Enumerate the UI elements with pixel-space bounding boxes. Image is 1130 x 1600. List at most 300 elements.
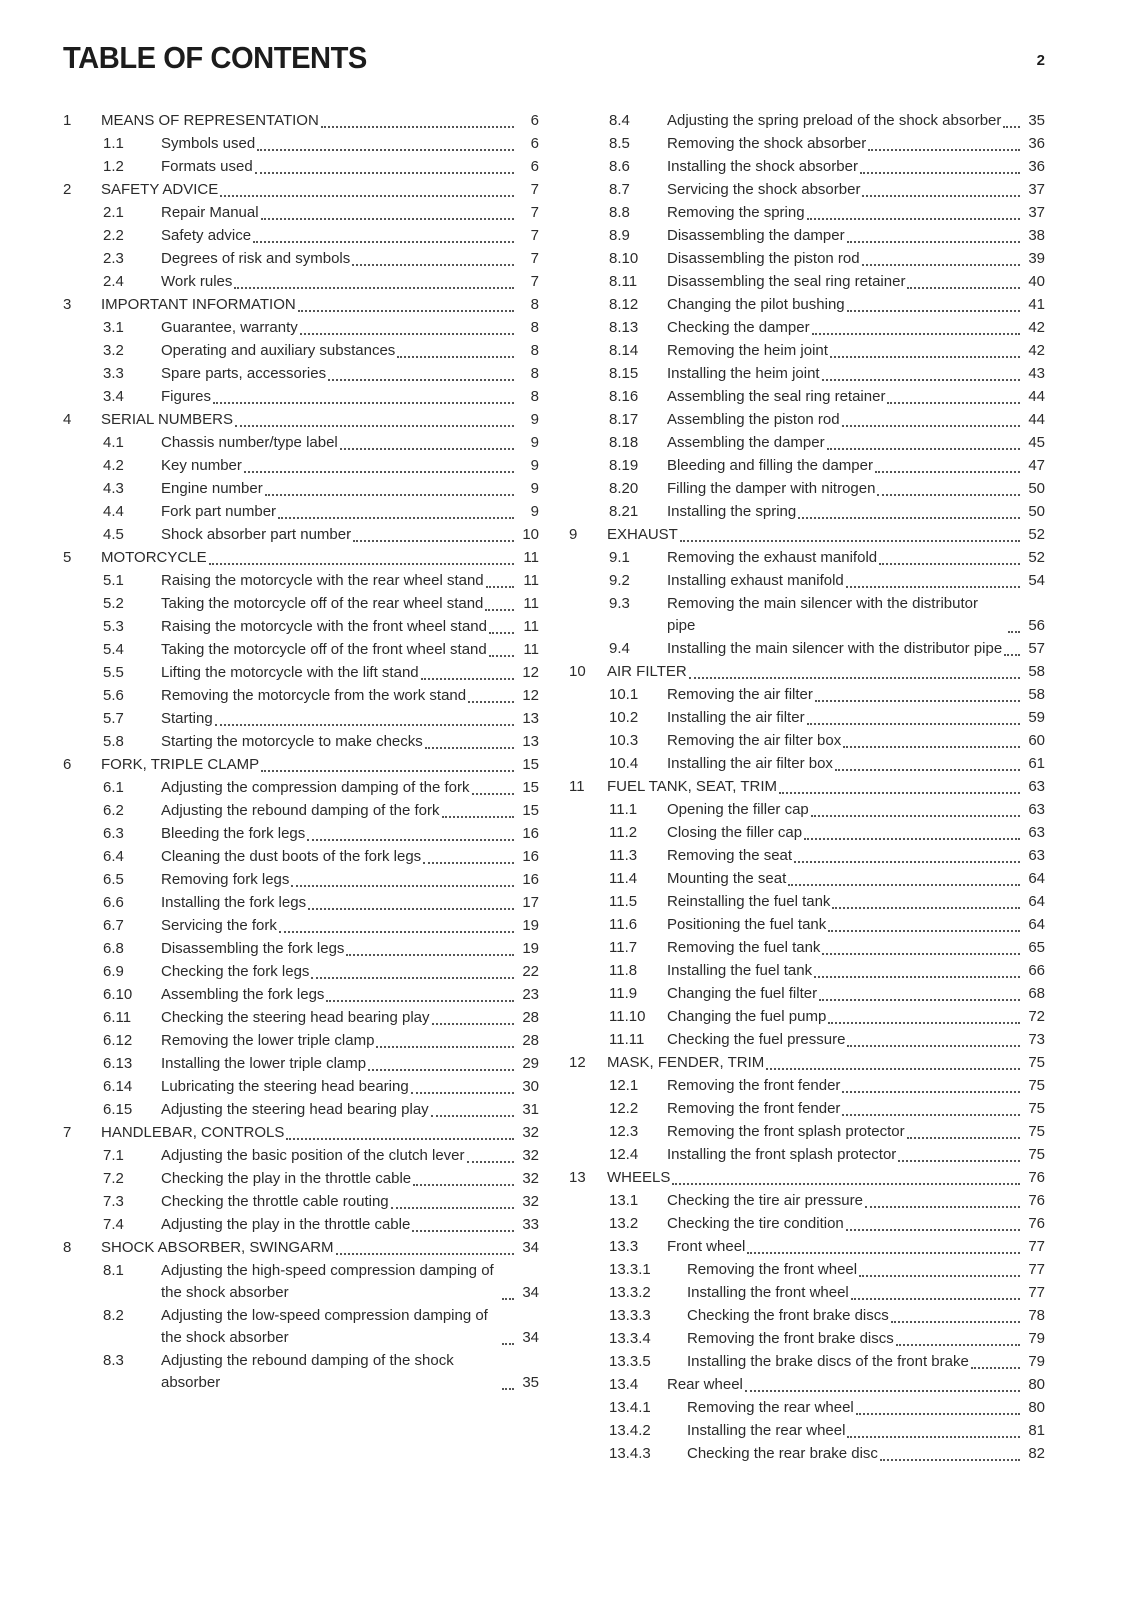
toc-entry-page: 33	[522, 1216, 539, 1233]
dot-leader	[431, 1115, 514, 1117]
toc-entry-title: Adjusting the rebound damping of the fork	[161, 802, 440, 819]
toc-entry	[569, 1052, 1045, 1074]
toc-entry-number: 8.14	[609, 342, 639, 359]
toc-entry	[63, 1099, 539, 1121]
toc-entry-page: 35	[522, 1374, 539, 1391]
toc-entry	[569, 1282, 1045, 1304]
toc-entry-number: 1.1	[103, 135, 124, 152]
toc-entry-number: 13.3.4	[609, 1330, 651, 1347]
toc-entry-page: 8	[530, 342, 539, 359]
dot-leader	[1004, 654, 1020, 656]
toc-entry-title: Mounting the seat	[667, 870, 787, 887]
toc-entry-number: 11.4	[609, 870, 638, 887]
toc-entry-number: 8.10	[609, 250, 639, 267]
toc-entry-page: 77	[1028, 1284, 1045, 1301]
toc-entry-title: Guarantee, warranty	[161, 319, 298, 336]
dot-leader	[253, 241, 514, 243]
toc-entry-number: 6.3	[103, 825, 124, 842]
toc-entry	[569, 1397, 1045, 1419]
toc-entry-page: 58	[1028, 686, 1045, 703]
toc-entry-page: 7	[530, 227, 539, 244]
toc-entry	[569, 133, 1045, 155]
toc-entry-title: Changing the fuel pump	[667, 1008, 827, 1025]
toc-entry	[63, 524, 539, 546]
dot-leader	[689, 677, 1020, 679]
dot-leader	[209, 563, 514, 565]
dot-leader	[442, 816, 514, 818]
dot-leader	[421, 678, 514, 680]
toc-entry-title: Installing the main silencer with the distributor pipe	[667, 640, 1003, 657]
toc-entry-page: 15	[522, 779, 539, 796]
toc-entry-page: 42	[1028, 342, 1045, 359]
toc-entry-page: 13	[522, 733, 539, 750]
toc-entry-title: Key number	[161, 457, 242, 474]
toc-entry-page: 35	[1028, 112, 1045, 129]
toc-entry-number: 6.12	[103, 1032, 133, 1049]
toc-entry	[569, 1351, 1045, 1373]
toc-entry	[63, 271, 539, 293]
toc-entry-title: Removing the exhaust manifold	[667, 549, 878, 566]
dot-leader	[352, 264, 514, 266]
toc-entry-number: 5.2	[103, 595, 124, 612]
toc-entry-title: Changing the pilot bushing	[667, 296, 845, 313]
toc-entry	[63, 570, 539, 592]
toc-entry	[569, 730, 1045, 752]
dot-leader	[489, 655, 514, 657]
toc-entry-page: 16	[522, 848, 539, 865]
toc-entry-number: 7.1	[103, 1147, 124, 1164]
dot-leader	[804, 838, 1020, 840]
toc-entry-number: 13.3.3	[609, 1307, 651, 1324]
toc-entry-number: 8.5	[609, 135, 630, 152]
toc-entry-number: 8.11	[609, 273, 638, 290]
toc-entry-page: 8	[530, 388, 539, 405]
toc-entry-number: 13.3	[609, 1238, 639, 1255]
toc-entry-page: 37	[1028, 204, 1045, 221]
dot-leader	[907, 287, 1020, 289]
toc-entry	[569, 1075, 1045, 1097]
toc-entry-number: 4	[63, 411, 72, 428]
toc-entry	[569, 638, 1045, 660]
dot-leader	[391, 1207, 514, 1209]
toc-entry	[569, 225, 1045, 247]
toc-entry-page: 34	[522, 1239, 539, 1256]
toc-entry-page: 12	[522, 687, 539, 704]
toc-entry	[63, 317, 539, 339]
dot-leader	[815, 700, 1020, 702]
toc-entry-title: Assembling the fork legs	[161, 986, 325, 1003]
toc-entry-title: Installing the rear wheel	[687, 1422, 846, 1439]
toc-entry-page: 72	[1028, 1008, 1045, 1025]
toc-entry-number: 8.17	[609, 411, 639, 428]
dot-leader	[472, 793, 514, 795]
dot-leader	[502, 1343, 514, 1345]
toc-entry-number: 13.4.1	[609, 1399, 651, 1416]
dot-leader	[376, 1046, 514, 1048]
toc-entry	[569, 501, 1045, 523]
toc-entry-page: 77	[1028, 1238, 1045, 1255]
toc-entry	[569, 983, 1045, 1005]
toc-entry-title: Changing the fuel filter	[667, 985, 818, 1002]
toc-entry-page: 54	[1028, 572, 1045, 589]
dot-leader	[847, 1045, 1020, 1047]
toc-entry-number: 1	[63, 112, 72, 129]
toc-entry-page: 10	[522, 526, 539, 543]
toc-entry-page: 80	[1028, 1376, 1045, 1393]
toc-entry-page: 82	[1028, 1445, 1045, 1462]
toc-entry-page: 79	[1028, 1330, 1045, 1347]
toc-entry-title: Removing fork legs	[161, 871, 290, 888]
toc-entry-number: 8.7	[609, 181, 630, 198]
toc-entry	[63, 1145, 539, 1167]
toc-entry	[63, 846, 539, 868]
toc-entry-number: 8.16	[609, 388, 639, 405]
toc-entry-title: Installing the front splash protector	[667, 1146, 897, 1163]
toc-entry-page: 80	[1028, 1399, 1045, 1416]
dot-leader	[847, 241, 1020, 243]
dot-leader	[832, 907, 1020, 909]
toc-entry-page: 6	[530, 112, 539, 129]
dot-leader	[896, 1344, 1020, 1346]
toc-entry-number: 6.11	[103, 1009, 132, 1026]
dot-leader	[828, 930, 1020, 932]
toc-entry	[569, 386, 1045, 408]
toc-entry-number: 1.2	[103, 158, 124, 175]
dot-leader	[340, 448, 514, 450]
dot-leader	[865, 1206, 1020, 1208]
toc-entry-title: Lifting the motorcycle with the lift stand	[161, 664, 419, 681]
dot-leader	[798, 517, 1020, 519]
toc-entry-number: 8.20	[609, 480, 639, 497]
toc-entry-number: 12.2	[609, 1100, 639, 1117]
dot-leader	[891, 1321, 1020, 1323]
toc-entry-page: 45	[1028, 434, 1045, 451]
toc-entry-number: 5.1	[103, 572, 124, 589]
toc-entry-page: 8	[530, 365, 539, 382]
toc-entry-page: 63	[1028, 801, 1045, 818]
toc-entry	[63, 1191, 539, 1213]
dot-leader	[860, 172, 1020, 174]
toc-entry-title: Starting	[161, 710, 213, 727]
dot-leader	[425, 747, 514, 749]
toc-entry-number: 11.9	[609, 985, 638, 1002]
toc-entry-title: IMPORTANT INFORMATION	[101, 296, 296, 313]
toc-entry	[569, 707, 1045, 729]
toc-entry-page: 9	[530, 434, 539, 451]
toc-entry-number: 9.3	[609, 595, 630, 612]
toc-entry-page: 50	[1028, 503, 1045, 520]
toc-entry-title: Removing the spring	[667, 204, 805, 221]
toc-entry-title: Removing the lower triple clamp	[161, 1032, 375, 1049]
toc-entry-title: Installing the air filter	[667, 709, 805, 726]
toc-entry-number: 8	[63, 1239, 72, 1256]
dot-leader	[336, 1253, 514, 1255]
toc-entry-number: 5.7	[103, 710, 124, 727]
dot-leader	[672, 1183, 1020, 1185]
toc-entry	[63, 662, 539, 684]
toc-entry-number: 9.1	[609, 549, 630, 566]
toc-entry-page: 9	[530, 411, 539, 428]
toc-entry	[569, 294, 1045, 316]
toc-entry-page: 75	[1028, 1100, 1045, 1117]
toc-entry-number: 12	[569, 1054, 586, 1071]
toc-entry-title: Figures	[161, 388, 212, 405]
toc-entry-page: 47	[1028, 457, 1045, 474]
toc-entry-title: Disassembling the damper	[667, 227, 845, 244]
toc-entry	[569, 1259, 1045, 1281]
toc-entry-number: 8.21	[609, 503, 639, 520]
toc-entry-page: 75	[1028, 1146, 1045, 1163]
toc-entry	[63, 593, 539, 615]
dot-leader	[321, 126, 514, 128]
dot-leader	[326, 1000, 514, 1002]
toc-entry-number: 2.1	[103, 204, 124, 221]
toc-entry-title: Adjusting the spring preload of the shock absorber	[667, 112, 1002, 129]
toc-entry-page: 76	[1028, 1215, 1045, 1232]
dot-leader	[234, 287, 514, 289]
toc-entry	[569, 1305, 1045, 1327]
toc-entry-title: Formats used	[161, 158, 253, 175]
toc-entry	[63, 248, 539, 270]
dot-leader	[807, 723, 1020, 725]
toc-entry-title: Installing the fork legs	[161, 894, 307, 911]
toc-entry-page: 41	[1028, 296, 1045, 313]
dot-leader	[308, 908, 514, 910]
toc-entry-page: 75	[1028, 1077, 1045, 1094]
dot-leader	[467, 1161, 514, 1163]
toc-entry-page: 31	[522, 1101, 539, 1118]
dot-leader	[300, 333, 514, 335]
toc-entry	[569, 248, 1045, 270]
toc-entry-number: 5	[63, 549, 72, 566]
toc-entry-number: 6.14	[103, 1078, 133, 1095]
toc-entry-number: 11.5	[609, 893, 638, 910]
toc-entry-number: 13.4.2	[609, 1422, 651, 1439]
toc-entry-title: Checking the tire air pressure	[667, 1192, 863, 1209]
toc-entry	[63, 915, 539, 937]
toc-entry-title: Removing the motorcycle from the work stand	[161, 687, 467, 704]
toc-entry-page: 60	[1028, 732, 1045, 749]
toc-entry-title: Raising the motorcycle with the front wheel stand	[161, 618, 487, 635]
toc-entry	[63, 1305, 539, 1349]
toc-entry-number: 13.3.1	[609, 1261, 651, 1278]
toc-column-right	[569, 110, 1045, 1466]
toc-entry-number: 11.2	[609, 824, 638, 841]
dot-leader	[413, 1184, 514, 1186]
toc-entry-title: Adjusting the compression damping of the fork	[161, 779, 470, 796]
toc-entry-page: 61	[1028, 755, 1045, 772]
dot-leader	[220, 195, 514, 197]
toc-entry-page: 63	[1028, 778, 1045, 795]
toc-entry-title: Servicing the shock absorber	[667, 181, 861, 198]
toc-entry-title: Bleeding and filling the damper	[667, 457, 873, 474]
dot-leader	[1003, 126, 1020, 128]
toc-entry-page: 77	[1028, 1261, 1045, 1278]
toc-entry-title: Servicing the fork	[161, 917, 277, 934]
toc-entry-page: 78	[1028, 1307, 1045, 1324]
toc-entry-title: Removing the front splash protector	[667, 1123, 905, 1140]
toc-entry-page: 40	[1028, 273, 1045, 290]
dot-leader	[298, 310, 514, 312]
toc-entry-number: 12.1	[609, 1077, 639, 1094]
toc-entry-page: 13	[522, 710, 539, 727]
dot-leader	[412, 1230, 514, 1232]
dot-leader	[898, 1160, 1020, 1162]
dot-leader	[877, 494, 1020, 496]
dot-leader	[680, 540, 1020, 542]
page-header	[63, 40, 1045, 76]
dot-leader	[842, 425, 1020, 427]
toc-entry-number: 10.3	[609, 732, 639, 749]
toc-entry-page: 65	[1028, 939, 1045, 956]
toc-entry-number: 6.15	[103, 1101, 133, 1118]
toc-entry-title: Installing the shock absorber	[667, 158, 858, 175]
toc-entry	[569, 156, 1045, 178]
toc-entry-page: 32	[522, 1124, 539, 1141]
toc-entry	[569, 1121, 1045, 1143]
toc-entry-title: FUEL TANK, SEAT, TRIM	[607, 778, 778, 795]
toc-entry-title: Removing the seat	[667, 847, 793, 864]
toc-entry-number: 6.9	[103, 963, 124, 980]
toc-entry	[63, 1076, 539, 1098]
dot-leader	[811, 815, 1020, 817]
toc-entry	[63, 984, 539, 1006]
toc-entry-title: Front wheel	[667, 1238, 746, 1255]
toc-entry-title: MOTORCYCLE	[101, 549, 207, 566]
dot-leader	[423, 862, 514, 864]
toc-entry-title: WHEELS	[607, 1169, 671, 1186]
toc-entry-page: 42	[1028, 319, 1045, 336]
toc-entry-page: 66	[1028, 962, 1045, 979]
toc-entry	[63, 133, 539, 155]
page-title: TABLE OF CONTENTS	[63, 40, 367, 75]
toc-entry-number: 7.2	[103, 1170, 124, 1187]
toc-entry-title: Checking the throttle cable routing	[161, 1193, 389, 1210]
toc-entry-number: 3	[63, 296, 72, 313]
toc-entry	[569, 1374, 1045, 1396]
toc-entry-title: Checking the steering head bearing play	[161, 1009, 430, 1026]
toc-entry	[63, 1214, 539, 1236]
toc-entry-title: Rear wheel	[667, 1376, 743, 1393]
toc-entry-page: 50	[1028, 480, 1045, 497]
dot-leader	[261, 218, 514, 220]
toc-entry-title: Checking the rear brake disc	[687, 1445, 878, 1462]
page-number: 2	[1036, 52, 1045, 69]
toc-entry-page: 22	[522, 963, 539, 980]
dot-leader	[766, 1068, 1020, 1070]
dot-leader	[788, 884, 1020, 886]
toc-entry	[63, 823, 539, 845]
toc-entry-number: 3.1	[103, 319, 124, 336]
toc-entry-page: 76	[1028, 1192, 1045, 1209]
toc-entry	[63, 110, 539, 132]
toc-entry-number: 11.11	[609, 1031, 645, 1048]
toc-entry-number: 5.8	[103, 733, 124, 750]
dot-leader	[887, 402, 1020, 404]
toc-entry-number: 13.2	[609, 1215, 639, 1232]
toc-entry	[569, 593, 1045, 637]
toc-entry	[63, 156, 539, 178]
toc-entry-title: Raising the motorcycle with the rear wheel stand	[161, 572, 484, 589]
toc-entry	[63, 1030, 539, 1052]
toc-entry-title: Installing the brake discs of the front brake	[687, 1353, 969, 1370]
toc-entry-title: Removing the front wheel	[687, 1261, 858, 1278]
toc-entry-number: 8.2	[103, 1307, 124, 1324]
toc-entry	[63, 1053, 539, 1075]
toc-entry	[63, 754, 539, 776]
toc-entry-page: 57	[1028, 640, 1045, 657]
toc-entry-number: 6.13	[103, 1055, 133, 1072]
toc-entry-number: 2.4	[103, 273, 124, 290]
toc-entry-title: Symbols used	[161, 135, 256, 152]
dot-leader	[261, 770, 514, 772]
toc-entry-page: 16	[522, 871, 539, 888]
toc-entry	[63, 1122, 539, 1144]
toc-entry	[63, 869, 539, 891]
toc-entry-title: Removing the fuel tank	[667, 939, 821, 956]
toc-entry-title: Installing the front wheel	[687, 1284, 849, 1301]
dot-leader	[847, 310, 1020, 312]
toc-entry-title: Filling the damper with nitrogen	[667, 480, 876, 497]
toc-entry-number: 6	[63, 756, 72, 773]
toc-entry	[569, 340, 1045, 362]
dot-leader	[255, 172, 514, 174]
toc-entry	[569, 684, 1045, 706]
dot-leader	[353, 540, 514, 542]
toc-entry-title: Opening the filler cap	[667, 801, 809, 818]
dot-leader	[819, 999, 1020, 1001]
toc-entry-title: Installing exhaust manifold	[667, 572, 844, 589]
toc-entry	[569, 202, 1045, 224]
toc-entry-title: Checking the fuel pressure	[667, 1031, 846, 1048]
toc-entry-page: 64	[1028, 870, 1045, 887]
toc-entry	[569, 868, 1045, 890]
toc-entry	[569, 937, 1045, 959]
toc-entry	[63, 685, 539, 707]
toc-entry-title: Installing the air filter box	[667, 755, 833, 772]
toc-entry-number: 5.4	[103, 641, 124, 658]
dot-leader	[822, 953, 1020, 955]
dot-leader	[486, 586, 514, 588]
toc-entry-page: 9	[530, 503, 539, 520]
toc-entry	[63, 961, 539, 983]
toc-entry-page: 52	[1028, 549, 1045, 566]
toc-entry-number: 7	[63, 1124, 72, 1141]
toc-entry	[63, 777, 539, 799]
toc-entry-number: 7.3	[103, 1193, 124, 1210]
toc-entry	[63, 432, 539, 454]
dot-leader	[368, 1069, 514, 1071]
toc-entry	[569, 524, 1045, 546]
toc-entry	[63, 639, 539, 661]
dot-leader	[835, 769, 1020, 771]
toc-entry	[63, 409, 539, 431]
toc-entry	[569, 455, 1045, 477]
toc-entry	[63, 1007, 539, 1029]
toc-entry	[569, 845, 1045, 867]
dot-leader	[213, 402, 514, 404]
dot-leader	[859, 1275, 1020, 1277]
dot-leader	[868, 149, 1020, 151]
toc-entry-number: 8.6	[609, 158, 630, 175]
toc-entry-number: 13.3.5	[609, 1353, 651, 1370]
toc-entry-title: Adjusting the basic position of the clutch lever	[161, 1147, 465, 1164]
dot-leader	[745, 1390, 1020, 1392]
toc-entry-page: 32	[522, 1147, 539, 1164]
toc-entry-title: Repair Manual	[161, 204, 259, 221]
toc-entry	[569, 891, 1045, 913]
toc-entry-number: 8.13	[609, 319, 639, 336]
